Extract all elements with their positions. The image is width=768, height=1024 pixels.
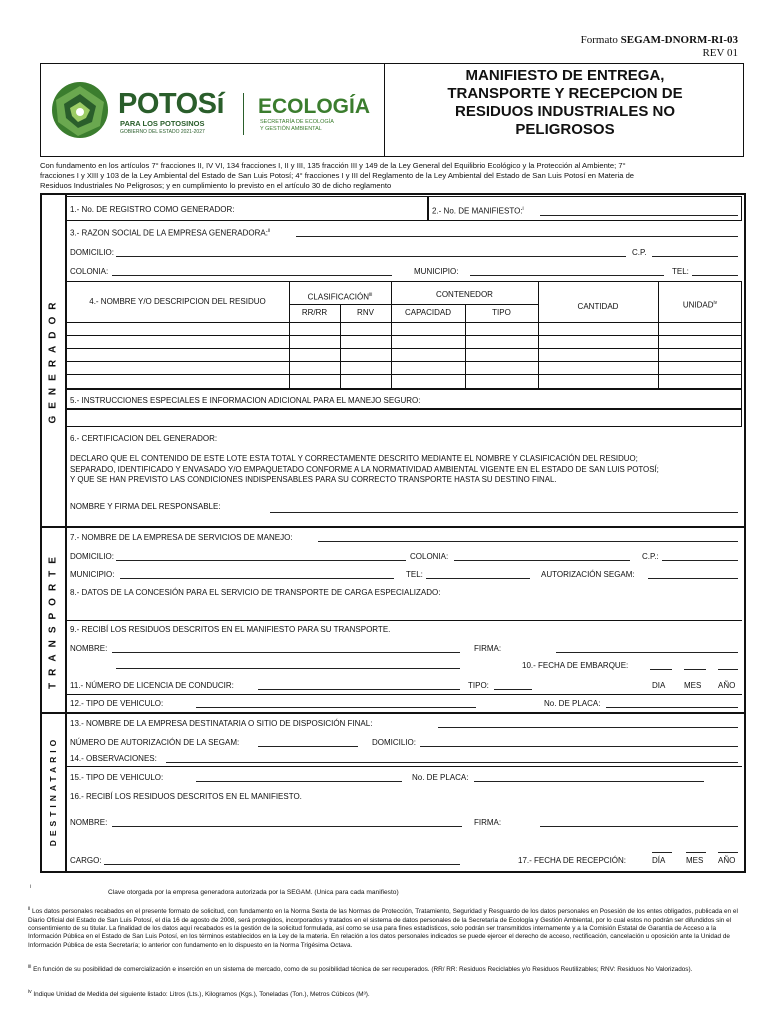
- fecha-embarque-label: 10.- FECHA DE EMBARQUE:: [522, 661, 629, 670]
- document-title: MANIFIESTO DE ENTREGA, TRANSPORTE Y RECEPCION DE RESIDUOS INDUSTRIALES NO PELIGROSOS: [447, 67, 683, 138]
- municipio-label: MUNICIPIO:: [414, 267, 459, 276]
- tipo-header: TIPO: [492, 308, 511, 317]
- razon-social-label: 3.- RAZON SOCIAL DE LA EMPRESA GENERADORA:$^{ii}$: [70, 228, 271, 238]
- domicilio-field[interactable]: [116, 256, 626, 257]
- embarque-mes-field[interactable]: [684, 669, 706, 670]
- certificacion-label: 6.- CERTIFICACION DEL GENERADOR:: [70, 434, 218, 443]
- tel-field[interactable]: [692, 275, 738, 276]
- section-label-generador: GENERADOR: [47, 295, 59, 424]
- t-colonia-label: COLONIA:: [410, 552, 449, 561]
- autorizacion-segam-field[interactable]: [648, 578, 738, 579]
- t-domicilio-field[interactable]: [116, 560, 406, 561]
- no-manifiesto-label: 2.- No. DE MANIFIESTO:$^i$: [432, 206, 524, 216]
- unidad-header: UNIDAD$^{iv}$: [682, 300, 718, 310]
- licencia-tipo-label: TIPO:: [468, 681, 489, 690]
- contenedor-header: CONTENEDOR: [436, 290, 493, 299]
- razon-social-field[interactable]: [296, 236, 738, 237]
- colonia-label: COLONIA:: [70, 267, 109, 276]
- empresa-manejo-field[interactable]: [318, 541, 738, 542]
- ecologia-sub1: SECRETARÍA DE ECOLOGÍA: [260, 119, 334, 125]
- firma-responsable-label: NOMBRE Y FIRMA DEL RESPONSABLE:: [70, 502, 221, 511]
- ecologia-sub2: Y GESTIÓN AMBIENTAL: [260, 126, 322, 132]
- t-domicilio-label: DOMICILIO:: [70, 552, 115, 561]
- d-firma-label: FIRMA:: [474, 818, 502, 827]
- t-firma-field[interactable]: [556, 652, 738, 653]
- gobierno-text: GOBIERNO DEL ESTADO 2021-2027: [120, 129, 205, 135]
- empresa-destinataria-label: 13.- NOMBRE DE LA EMPRESA DESTINATARIA O SITIO DE DISPOSICIÓN FINAL:: [70, 719, 373, 728]
- domicilio-label: DOMICILIO:: [70, 248, 115, 257]
- legal-intro: Con fundamento en los artículos 7° fracciones II, IV VI, 134 fracciones I, II y III, 135 fracción III y 149 de la Ley General del Equilibrio Ecológico y la Protección al Ambiente; 7° fracciones I y XIII y 103 de la Ley Ambiental del Estado de San Luis Potosí; 4° fracciones I y III del Reglamento de la Ley Ambiental del Estado de San Luis Potosí en Materia de Residuos Industriales No Peligrosos; y en cumplimiento lo previsto en el artículo 30 de dicho reglamento: [40, 161, 635, 190]
- t-cp-field[interactable]: [662, 560, 738, 561]
- licencia-label: 11.- NÚMERO DE LICENCIA DE CONDUCIR:: [70, 681, 234, 690]
- section-label-transporte: TRANSPORTE: [47, 550, 59, 689]
- embarque-anio-label: AÑO: [718, 681, 736, 690]
- clasificacion-header: CLASIFICACIÓN$^{iii}$: [307, 292, 373, 302]
- recepcion-mes-label: MES: [686, 856, 704, 865]
- footnote-2: $^{ii}$ Los datos personales recabados en el presente formato de solicitud, con fundamento en la Norma Sexta de las Normas de Protección, Tratamiento, Seguridad y Resguardo de los datos personales en Posesión de los entes obligados, publicada en el Diario Oficial del Estado de San Luis Potosí, el día 16 de agosto de 2008, será protegidos, incorporados y tratados en el sistema de datos personales de la Secretaría de Ecología y Gestión Ambiental, por lo cual estos no podrán ser difundidos sin el consentimiento de su titular. La finalidad de los datos aquí recabados es la gestión de la solicitud formulada, así como se usa para fines estadísticos, solo podrán ser transmitidos internamente y a la Comisión Estatal de Garantía de Acceso a la Información Pública en el Estado de San Luis Potosí, en los términos establecidos en la Ley de la materia. En relación a los datos personales indicados se puede ejercer el derecho de acceso, rectificación, cancelación u oposición ante la Unidad de Información Pública de esta Secretaría; lo anterior con fundamento en lo dispuesto en la Norma Trigésima Octava.: [28, 906, 738, 949]
- d-placa-label: No. DE PLACA:: [412, 773, 469, 782]
- footnote-4: $^{iv}$ Indique Unidad de Medida del siguiente listado: Litros (Lts.), Kilogramos (Kgs.), Toneladas (Ton.), Metros Cúbicos (M³).: [28, 989, 370, 999]
- observaciones-label: 14.- OBSERVACIONES:: [70, 754, 157, 763]
- d-nombre-label: NOMBRE:: [70, 818, 108, 827]
- no-manifiesto-field[interactable]: [540, 215, 738, 216]
- recepcion-mes-field[interactable]: [686, 852, 706, 853]
- capacidad-header: CAPACIDAD: [404, 308, 452, 317]
- empresa-destinataria-field[interactable]: [438, 727, 738, 728]
- t-cp-label: C.P.:: [642, 552, 659, 561]
- d-placa-field[interactable]: [474, 781, 704, 782]
- d-vehiculo-label: 15.- TIPO DE VEHICULO:: [70, 773, 164, 782]
- embarque-mes-label: MES: [684, 681, 702, 690]
- embarque-anio-field[interactable]: [718, 669, 738, 670]
- t-nombre-label: NOMBRE:: [70, 644, 108, 653]
- t-municipio-field[interactable]: [120, 578, 394, 579]
- revision: REV 01: [702, 47, 738, 59]
- cantidad-header: CANTIDAD: [577, 302, 619, 311]
- t-nombre-field[interactable]: [112, 652, 460, 653]
- format-code: Formato SEGAM-DNORM-RI-03: [580, 34, 738, 46]
- instrucciones-field[interactable]: [66, 409, 742, 427]
- colonia-field[interactable]: [112, 275, 392, 276]
- embarque-dia-label: DIA: [652, 681, 666, 690]
- format-code-value: SEGAM-DNORM-RI-03: [620, 34, 738, 46]
- licencia-field[interactable]: [258, 689, 460, 690]
- t-placa-label: No. DE PLACA:: [544, 699, 601, 708]
- potosi-subtitle: PARA LOS POTOSINOS: [120, 119, 205, 128]
- municipio-field[interactable]: [470, 275, 664, 276]
- t-municipio-label: MUNICIPIO:: [70, 570, 115, 579]
- certificacion-declaracion: DECLARO QUE EL CONTENIDO DE ESTE LOTE ESTA TOTAL Y CORRECTAMENTE DESCRITO MEDIANTE EL NOMBRE Y CLASIFICACIÓN DEL RESIDUO; SEPARADO, IDENTIFICADO Y ENVASADO Y/O EMPAQUETADO CONFORME A LA NORMATIVIDAD AMBIENTAL VIGENTE EN EL ESTADO DE SAN LUIS POTOSÍ; Y QUE SE HAN PREVISTO LAS CONDICIONES INDISPENSABLES PARA SU CORRECTO TRANSPORTE HASTA SU DESTINO FINAL.: [70, 454, 659, 485]
- d-autorizacion-label: NÚMERO DE AUTORIZACIÓN DE LA SEGAM:: [70, 738, 240, 747]
- footnote-3: $^{iii}$ En función de su posibilidad de comercialización e inserción en un sistema de mercado, como de su posibilidad técnica de ser recuperados. (RR/ RR: Residuos Reciclables y/o Residuos Reutilizables; RNV: Residuos No Valorizados).: [28, 964, 693, 974]
- concesion-label: 8.- DATOS DE LA CONCESIÓN PARA EL SERVICIO DE TRANSPORTE DE CARGA ESPECIALIZADO:: [70, 588, 441, 597]
- recepcion-dia-field[interactable]: [652, 852, 672, 853]
- embarque-dia-field[interactable]: [650, 669, 672, 670]
- t-vehiculo-field[interactable]: [196, 707, 476, 708]
- potosi-logo-text: POTOSí: [118, 88, 225, 120]
- cargo-field[interactable]: [104, 864, 460, 865]
- potosi-emblem-icon: [50, 80, 110, 140]
- cp-field[interactable]: [652, 256, 738, 257]
- recepcion-anio-field[interactable]: [718, 852, 738, 853]
- d-domicilio-label: DOMICILIO:: [372, 738, 417, 747]
- empresa-manejo-label: 7.- NOMBRE DE LA EMPRESA DE SERVICIOS DE MANEJO:: [70, 533, 293, 542]
- d-vehiculo-field[interactable]: [196, 781, 402, 782]
- recepcion-anio-label: AÑO: [718, 856, 736, 865]
- d-autorizacion-field[interactable]: [258, 746, 358, 747]
- rrrr-header: RR/RR: [301, 308, 328, 317]
- rnv-header: RNV: [357, 308, 374, 317]
- d-nombre-field[interactable]: [112, 826, 462, 827]
- instrucciones-label: 5.- INSTRUCCIONES ESPECIALES E INFORMACION ADICIONAL PARA EL MANEJO SEGURO:: [70, 396, 421, 405]
- registro-generador-label: 1.- No. DE REGISTRO COMO GENERADOR:: [70, 205, 235, 214]
- cp-label: C.P.: [632, 248, 647, 257]
- licencia-tipo-field[interactable]: [494, 689, 532, 690]
- recibi-transporte-label: 9.- RECIBÍ LOS RESIDUOS DESCRITOS EN EL MANIFIESTO PARA SU TRANSPORTE.: [70, 625, 391, 634]
- t-colonia-field[interactable]: [454, 560, 630, 561]
- t-placa-field[interactable]: [606, 707, 738, 708]
- t-tel-field[interactable]: [426, 578, 530, 579]
- tel-label: TEL:: [672, 267, 689, 276]
- observaciones-field[interactable]: [166, 762, 738, 763]
- footnote-1: Clave otorgada por la empresa generadora autorizada por la SEGAM. (Unica para cada manifiesto): [108, 889, 399, 896]
- residuo-column-header: 4.- NOMBRE Y/O DESCRIPCION DEL RESIDUO: [89, 297, 266, 306]
- autorizacion-segam-label: AUTORIZACIÓN SEGAM:: [541, 570, 635, 579]
- recepcion-dia-label: DÍA: [652, 856, 666, 865]
- fecha-recepcion-label: 17.- FECHA DE RECEPCIÓN:: [518, 856, 627, 865]
- t-tel-label: TEL:: [406, 570, 423, 579]
- section-label-destinatario: DESTINATARIO: [48, 735, 58, 847]
- firma-responsable-field[interactable]: [270, 512, 738, 513]
- ecologia-logo-text: ECOLOGÍA: [258, 95, 371, 118]
- t-firma-label: FIRMA:: [474, 644, 502, 653]
- d-firma-field[interactable]: [540, 826, 738, 827]
- d-domicilio-field[interactable]: [420, 746, 738, 747]
- recibi-destino-label: 16.- RECIBÍ LOS RESIDUOS DESCRITOS EN EL MANIFIESTO.: [70, 792, 302, 801]
- cargo-label: CARGO:: [70, 856, 102, 865]
- t-vehiculo-label: 12.- TIPO DE VEHICULO:: [70, 699, 164, 708]
